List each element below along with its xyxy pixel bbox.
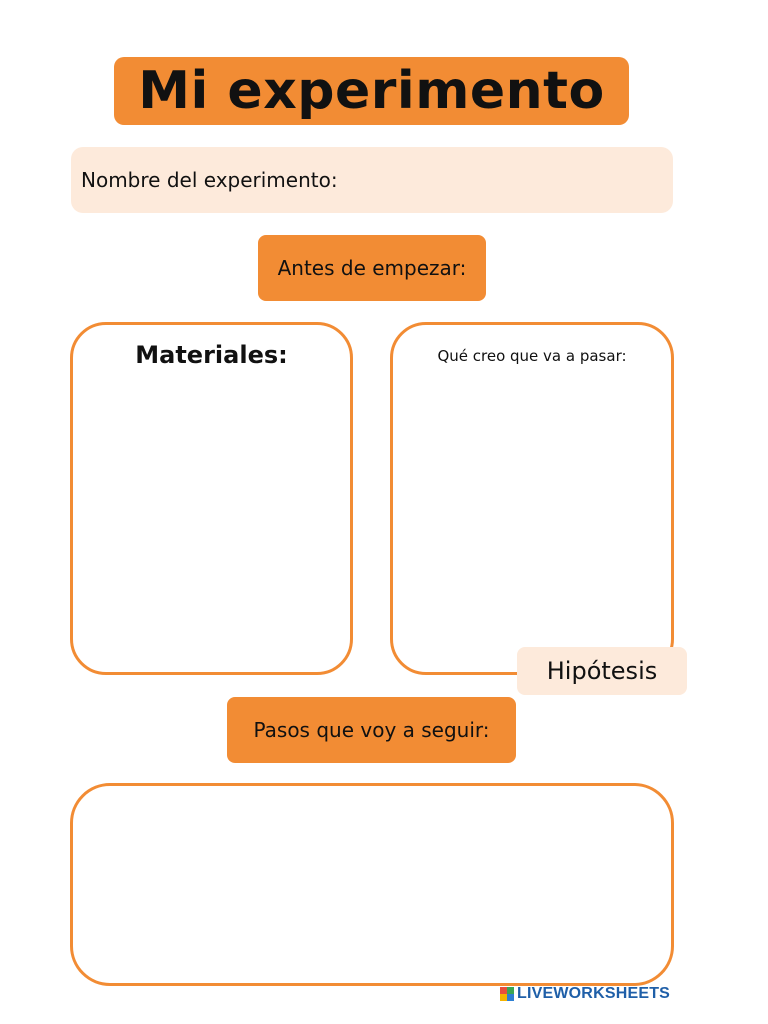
steps-banner xyxy=(227,697,516,763)
experiment-name-label: Nombre del experimento: xyxy=(81,168,338,192)
materials-box[interactable] xyxy=(70,322,353,675)
title-banner xyxy=(114,57,629,125)
logo-square xyxy=(500,994,507,1001)
brand-name: LIVEWORKSHEETS xyxy=(517,985,671,1002)
logo-square xyxy=(500,987,507,994)
experiment-name-field[interactable] xyxy=(71,147,673,213)
steps-label: Pasos que voy a seguir: xyxy=(253,718,490,742)
steps-box[interactable] xyxy=(70,783,674,986)
before-start-label: Antes de empezar: xyxy=(277,256,467,280)
prediction-heading: Qué creo que va a pasar: xyxy=(437,347,627,365)
before-start-banner xyxy=(258,235,486,301)
hypothesis-label: Hipótesis xyxy=(546,657,658,685)
logo-square xyxy=(507,987,514,994)
hypothesis-tag xyxy=(517,647,687,695)
footer-brand[interactable] xyxy=(500,983,670,1005)
materials-heading: Materiales: xyxy=(135,341,288,369)
liveworksheets-logo-icon xyxy=(500,987,514,1001)
prediction-box[interactable] xyxy=(390,322,674,675)
logo-square xyxy=(507,994,514,1001)
page-title: Mi experimento xyxy=(138,61,605,121)
